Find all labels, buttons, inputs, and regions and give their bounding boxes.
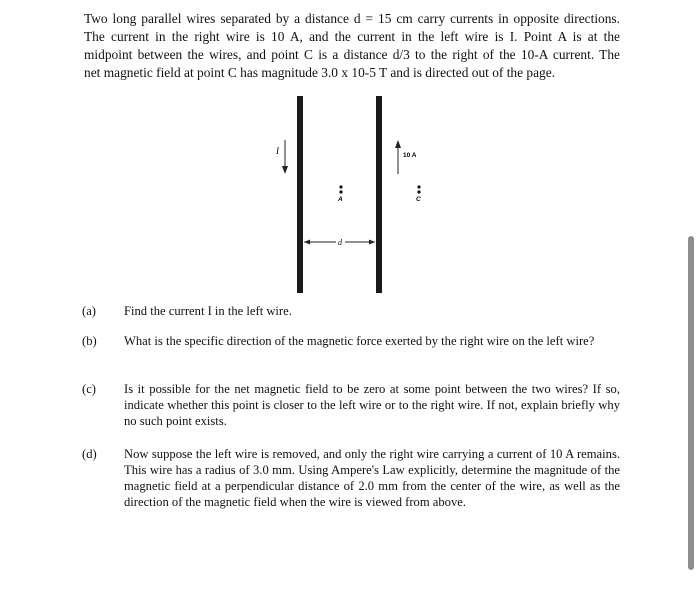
question-text: Is it possible for the net magnetic field to be zero at some point between the two wires? If so, indicate whether this point is closer to the left wire or to the right wire. If not, explain briefly why no such point exists.	[124, 382, 620, 428]
right-arrowhead	[395, 140, 401, 148]
question-text: Now suppose the left wire is removed, and only the right wire carrying a current of 10 A remains. This wire has a radius of 3.0 mm. Using Ampere's Law explicitly, determine the magnitude of the magnetic field at a perpendicular distance of 2.0 mm from the center of the wire, as well as the direction of the magnetic field when the wire is viewed from above.	[124, 447, 620, 509]
question-label: (a)	[82, 304, 96, 318]
vertical-scrollbar[interactable]	[688, 236, 694, 570]
intro-line: net magnetic field at point C has magnitude 3.0 x 10-5 T and is directed out of the page.	[84, 65, 556, 80]
question-d	[82, 446, 620, 510]
distance-arrowhead-left	[304, 240, 310, 245]
right-wire	[376, 96, 382, 293]
wires-figure	[230, 90, 470, 295]
left-current-label: I	[276, 146, 279, 156]
point-a-dot2	[339, 190, 342, 193]
point-c-dot	[417, 185, 420, 188]
question-a	[82, 303, 620, 319]
intro-line: midpoint between the wires, and point C is a distance d/3 to the right of the 10-A current. The	[84, 47, 620, 62]
question-label: (d)	[82, 447, 97, 461]
distance-label: d	[338, 238, 342, 247]
point-c-dot2	[417, 190, 420, 193]
question-label: (c)	[82, 382, 96, 396]
question-label: (b)	[82, 334, 97, 348]
intro-line: Two long parallel wires separated by a distance d = 15 cm carry currents in opposite directions.	[84, 11, 620, 26]
right-current-label: 10 A	[403, 152, 417, 159]
left-arrowhead	[282, 166, 288, 174]
intro-line: The current in the right wire is 10 A, and the current in the left wire is I. Point A is at the	[84, 29, 620, 44]
question-c	[82, 381, 620, 429]
distance-arrowhead-right	[369, 240, 375, 245]
question-text: What is the specific direction of the magnetic force exerted by the right wire on the left wire?	[124, 334, 595, 348]
point-a-label: A	[338, 196, 343, 203]
point-a-dot	[339, 185, 342, 188]
point-c-label: C	[416, 196, 421, 203]
problem-statement	[84, 10, 620, 82]
question-b	[82, 333, 620, 349]
left-wire	[297, 96, 303, 293]
question-text: Find the current I in the left wire.	[124, 304, 292, 318]
